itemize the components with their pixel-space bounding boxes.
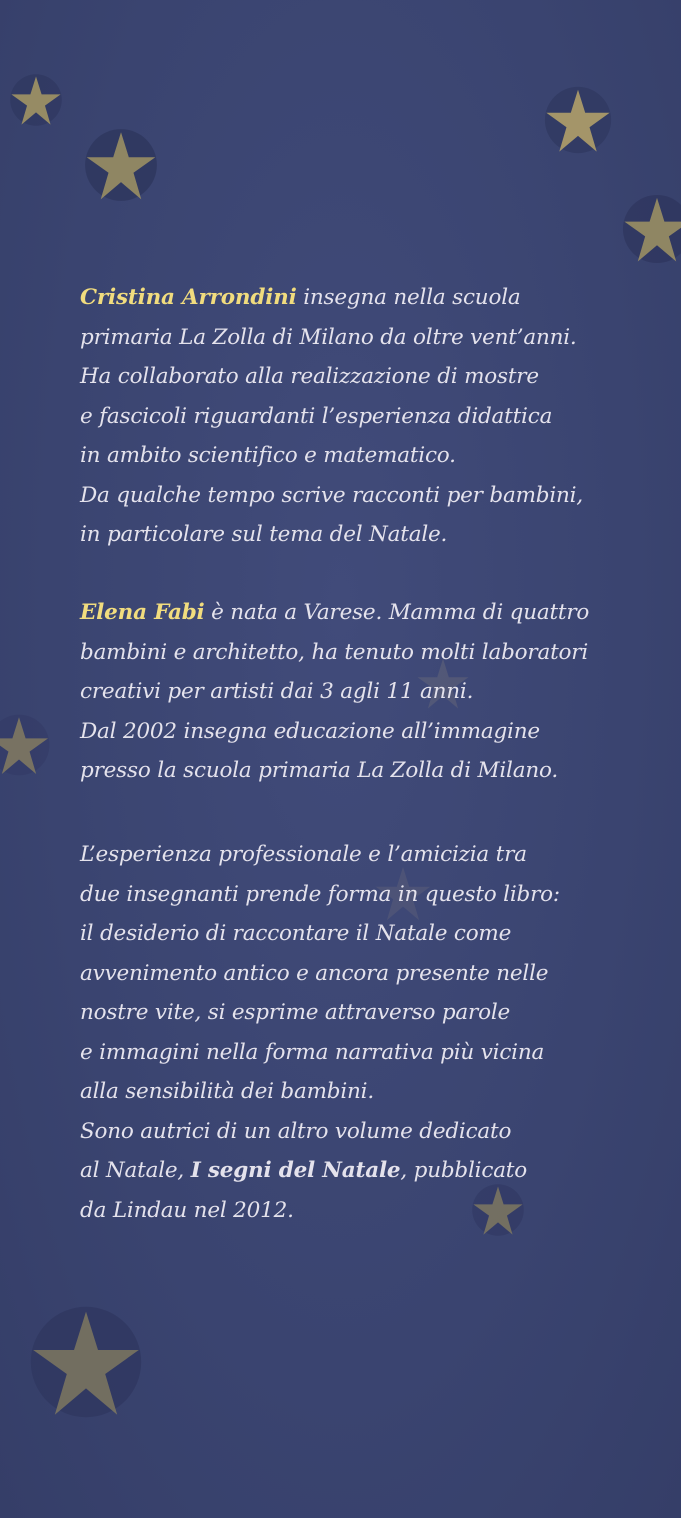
bio-line: e fascicoli riguardanti l’esperienza didattica xyxy=(80,403,553,429)
closing-line: avvenimento antico e ancora presente nelle xyxy=(80,960,549,986)
closing-line: alla sensibilità dei bambini. xyxy=(80,1079,374,1104)
bio-line: creativi per artisti dai 3 agli 11 anni. xyxy=(80,679,474,704)
bio-line: presso la scuola primaria La Zolla di Milano. xyxy=(80,758,558,783)
closing-paragraph xyxy=(80,835,640,1230)
star-decoration-5 xyxy=(0,712,52,778)
author-name-elena: Elena Fabi xyxy=(80,600,205,625)
bio-line: Cristina Arrondini insegna nella scuola xyxy=(80,285,521,310)
bio-line: Da qualche tempo scrive racconti per bambini, xyxy=(80,482,583,508)
bio-line: primaria La Zolla di Milano da oltre vent’anni. xyxy=(80,324,577,350)
closing-line: nostre vite, si esprime attraverso parole xyxy=(80,1000,511,1025)
bio-line: in ambito scientifico e matematico. xyxy=(80,443,456,468)
bio-line: Ha collaborato alla realizzazione di mostre xyxy=(80,364,539,389)
bio-line: Elena Fabi è nata a Varese. Mamma di quattro xyxy=(80,600,590,625)
closing-line: Sono autrici di un altro volume dedicato xyxy=(80,1118,512,1144)
bio-line: bambini e architetto, ha tenuto molti laboratori xyxy=(80,639,589,665)
closing-line: da Lindau nel 2012. xyxy=(80,1197,294,1223)
closing-line: due insegnanti prende forma in questo libro: xyxy=(80,881,560,907)
closing-line: L’esperienza professionale e l’amicizia tra xyxy=(80,842,527,867)
author-name-cristina: Cristina Arrondini xyxy=(80,285,297,310)
bio-elena-fabi xyxy=(80,593,640,791)
bio-cristina-arrondini xyxy=(80,278,640,555)
star-decoration-1 xyxy=(8,72,64,128)
bio-line: in particolare sul tema del Natale. xyxy=(80,522,448,547)
star-decoration-4 xyxy=(620,192,681,266)
star-decoration-9 xyxy=(26,1302,146,1422)
book-title: I segni del Natale xyxy=(190,1158,401,1183)
bio-line: Dal 2002 insegna educazione all’immagine xyxy=(80,718,540,744)
star-decoration-3 xyxy=(542,84,614,156)
closing-line-book-reference: al Natale, I segni del Natale, pubblicato xyxy=(80,1158,527,1183)
closing-line: e immagini nella forma narrativa più vicina xyxy=(80,1039,545,1065)
star-decoration-2 xyxy=(82,126,160,204)
closing-line: il desiderio di raccontare il Natale come xyxy=(80,921,512,946)
